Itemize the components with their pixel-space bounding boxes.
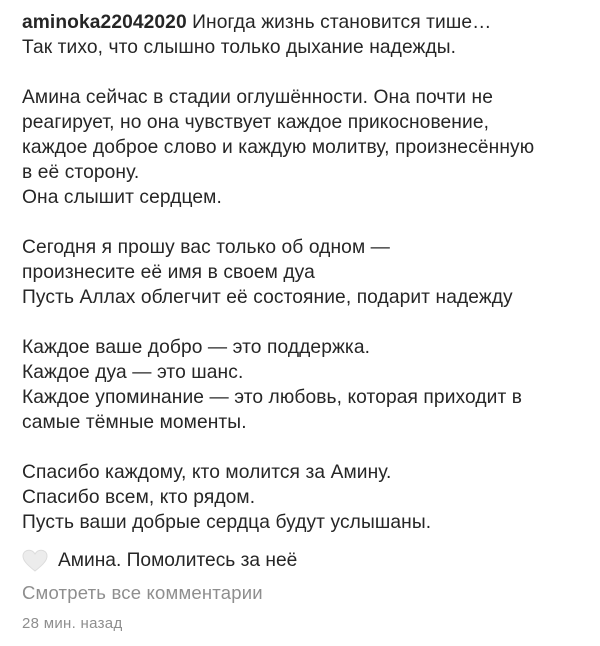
caption-first-line — [22, 10, 584, 35]
caption-line: реагирует, но она чувствует каждое прикосновение, — [22, 112, 490, 133]
caption-line: Сегодня я прошу вас только об одном — — [22, 237, 390, 258]
caption-text: Иногда жизнь становится тише… — [192, 12, 492, 33]
caption-line: Спасибо каждому, кто молится за Амину. — [22, 462, 392, 483]
caption-line: в её сторону. — [22, 162, 140, 183]
caption-line: произнесите её имя в своем дуа — [22, 262, 315, 283]
caption-line: Каждое ваше добро — это поддержка. — [22, 337, 371, 358]
post-timestamp: 28 мин. назад — [22, 615, 123, 632]
caption-line: Пусть Аллах облегчит её состояние, подарит надежду — [22, 287, 513, 308]
caption-line: Она слышит сердцем. — [22, 187, 222, 208]
view-all-comments-link[interactable]: Смотреть все комментарии — [22, 582, 263, 603]
heart-icon[interactable] — [22, 549, 48, 573]
caption-line: Пусть ваши добрые сердца будут услышаны. — [22, 512, 432, 533]
caption-line: Спасибо всем, кто рядом. — [22, 487, 256, 508]
caption-line: самые тёмные моменты. — [22, 412, 247, 433]
caption-spacer — [22, 310, 584, 335]
caption-spacer — [22, 210, 584, 235]
caption-spacer — [22, 60, 584, 85]
username-link[interactable]: aminoka22042020 — [22, 12, 187, 33]
caption-line: Каждое упоминание — это любовь, которая приходит в — [22, 387, 523, 408]
caption-line: Так тихо, что слышно только дыхание надежды. — [22, 37, 457, 58]
comment-text: Амина. Помолитесь за неё — [58, 550, 298, 571]
caption-body — [22, 35, 584, 535]
caption-line: каждое доброе слово и каждую молитву, произнесённую — [22, 137, 535, 158]
caption-line: Каждое дуа — это шанс. — [22, 362, 244, 383]
comment-row — [22, 548, 297, 574]
caption-line: Амина сейчас в стадии оглушённости. Она почти не — [22, 87, 493, 108]
caption — [22, 10, 584, 535]
caption-spacer — [22, 435, 584, 460]
